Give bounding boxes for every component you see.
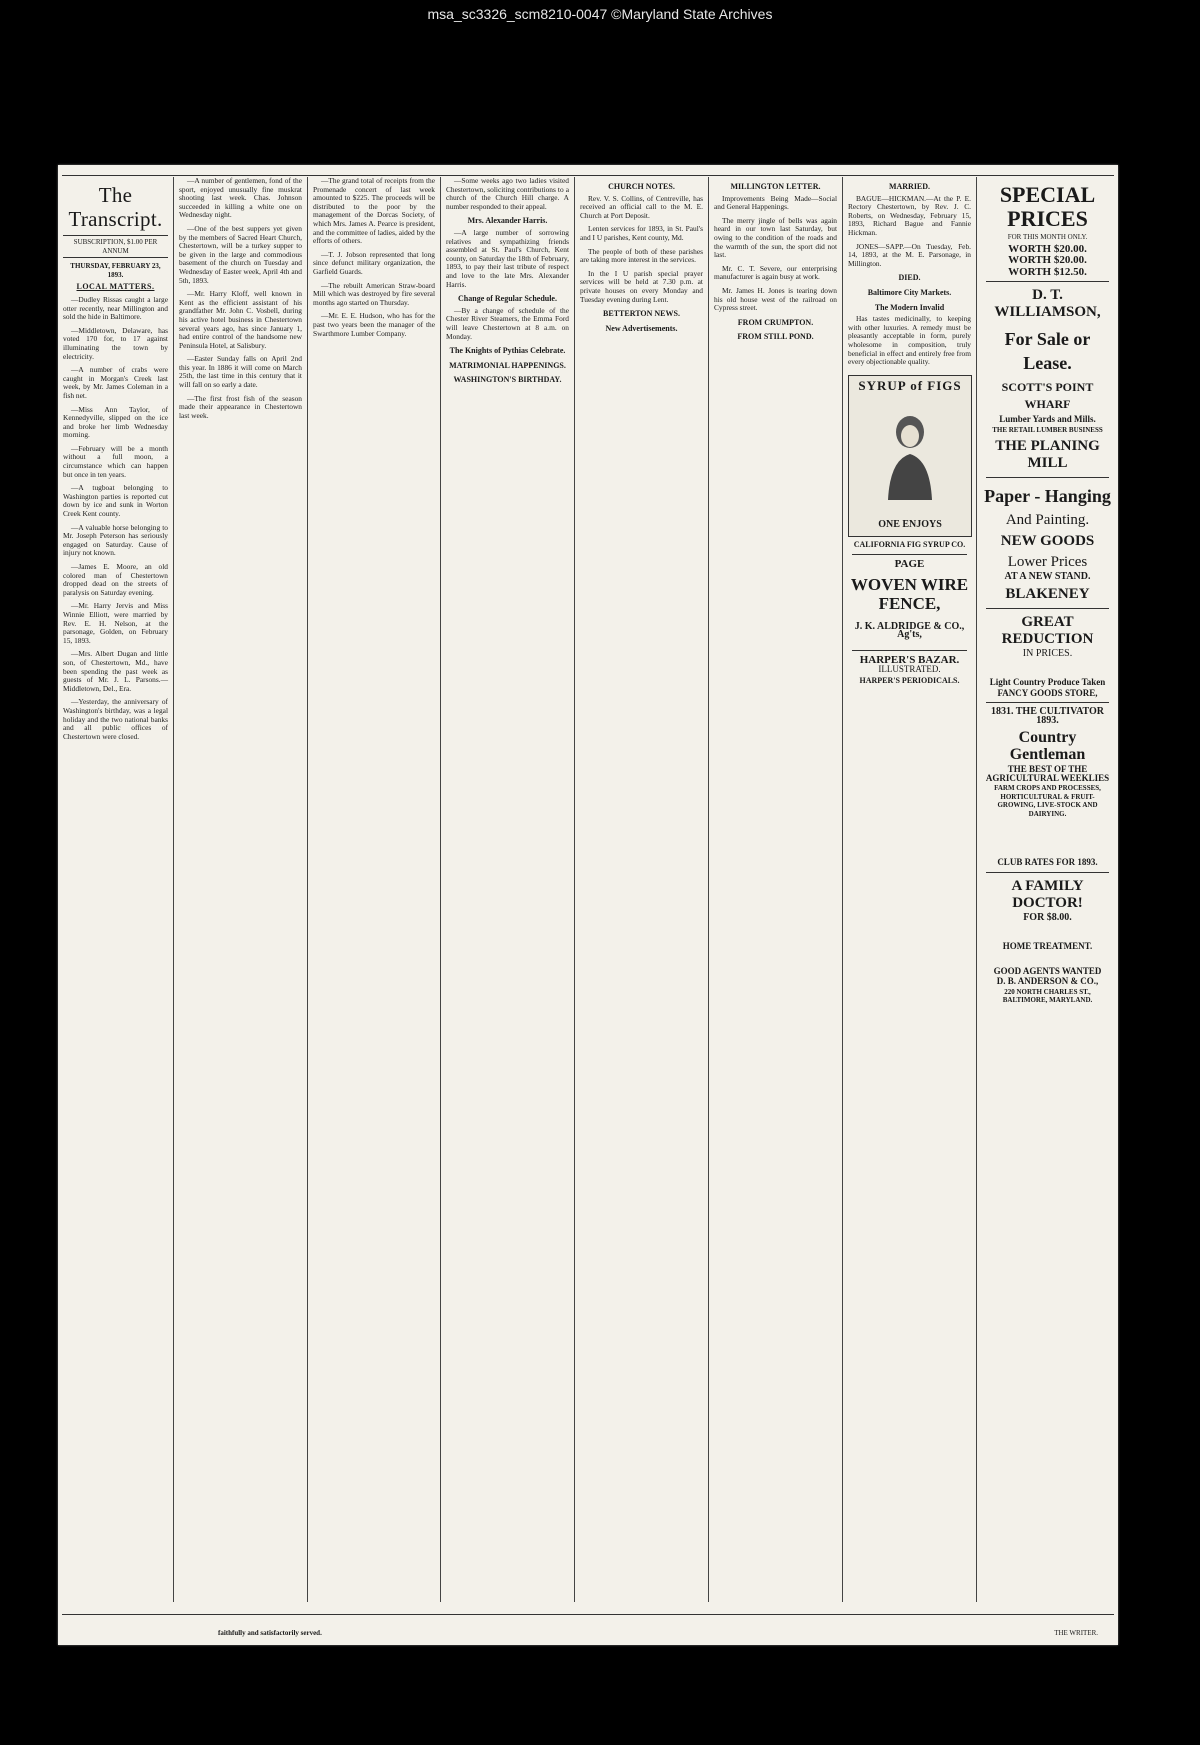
local-matters-list (63, 296, 168, 741)
farm-crops-line: FARM CROPS AND PROCESSES, HORTICULTURAL & FRUIT-GROWING, LIVE-STOCK AND DAIRYING. (994, 784, 1101, 818)
column-7-notices (848, 183, 971, 367)
club-rates-line: CLUB RATES FOR 1893. (997, 857, 1098, 868)
news-paragraph: —Mr. Harry Jervis and Miss Winnie Elliott, were married by Rev. E. H. Nelson, at the parsonage, Golden, on February 15, 1893. (63, 601, 168, 645)
news-paragraph: The merry jingle of bells was again heard in our town last Saturday, but owing to the condition of the roads and the warmth of the sun, the sport did not last. (714, 215, 837, 260)
column-5 (574, 177, 708, 1602)
masthead-title: The Transcript. (68, 183, 163, 231)
column-1 (58, 177, 173, 1602)
column-2 (173, 177, 307, 1602)
article-heading: The Knights of Pythias Celebrate. (449, 346, 566, 356)
worth-1: WORTH $20.00. (1008, 242, 1087, 255)
article-heading: MARRIED. (888, 182, 931, 191)
special-prices-heading: SPECIAL PRICES (999, 182, 1096, 231)
article-heading: WASHINGTON'S BIRTHDAY. (453, 375, 562, 385)
anderson-name: D. B. ANDERSON & CO., (996, 976, 1099, 987)
syrup-of-figs-ad (848, 375, 972, 537)
article-heading: BETTERTON NEWS. (603, 309, 680, 319)
news-paragraph: Lenten services for 1893, in St. Paul's and I U parishes, Kent county, Md. (580, 224, 703, 242)
news-paragraph: Rev. V. S. Collins, of Centreville, has received an official call to the M. E. Church at Port Deposit. (580, 193, 703, 220)
newspaper-page (58, 165, 1118, 1645)
news-paragraph: The people of both of these parishes are taking more interest in the services. (580, 246, 703, 265)
country-gentleman-heading: Country Gentleman (1009, 729, 1086, 764)
family-doctor-heading: A FAMILY DOCTOR! (1011, 877, 1084, 911)
blakeney-name: BLAKENEY (1005, 585, 1090, 602)
woman-portrait-icon (880, 410, 940, 500)
column-7 (842, 177, 976, 1602)
news-paragraph: BAGUE—HICKMAN.—At the P. E. Rectory Chestertown, by Rev. J. C. Roberts, on Wednesday, February 15, 1893, Richard Bague and Fannie Hickman. (848, 193, 971, 237)
column-6 (708, 177, 842, 1602)
news-paragraph: Mr. James H. Jones is tearing down his old house west of the railroad on Cypress street. (714, 285, 837, 313)
article-heading: DIED. (898, 273, 921, 283)
fence-ad-title: WOVEN WIRE FENCE, (850, 574, 969, 613)
news-paragraph: —Middletown, Delaware, has voted 170 for, to 17 against illuminating the town by electricity. (63, 325, 168, 361)
news-paragraph: —A number of crabs were caught in Morgan's Creek last week, by Mr. James Coleman in a fish net. (63, 365, 168, 400)
news-paragraph: —By a change of schedule of the Chester River Steamers, the Emma Ford will leave Chestertown at 8 a.m. on Monday. (446, 305, 569, 341)
cultivator-years: 1831. THE CULTIVATOR 1893. (990, 706, 1105, 726)
news-paragraph: —Mr. Harry Kloff, well known in Kent as the efficient assistant of his grandfather Mr. John C. Vosbell, during his active hotel business in Chestertown several years ago, has since January 1, had entire control of the handsome new Peninsula Hotel, at Salisbury. (179, 289, 302, 350)
news-paragraph: —Mrs. Albert Dugan and little son, of Chestertown, Md., have been spending the past week as guests of Mr. J. L. Parsons.—Middletown, Del., Era. (63, 649, 168, 693)
article-heading: The Modern Invalid (874, 302, 945, 312)
news-paragraph: —The grand total of receipts from the Promenade concert of last week amounted to $225. The proceeds will be distributed to the poor by the management of the Dorcas Society, of which Mrs. James A. Pearce is president, and the committee of ladies, aided by the efforts of others. (313, 177, 435, 246)
article-heading: New Advertisements. (605, 323, 678, 333)
column-5-text (580, 183, 703, 333)
weeklies-line: THE BEST OF THE AGRICULTURAL WEEKLIES (985, 764, 1110, 783)
paper-hanging-heading: Paper - Hanging (984, 486, 1111, 507)
new-goods-line: NEW GOODS (1000, 533, 1095, 550)
wharf-heading: SCOTT'S POINT WHARF (1001, 380, 1094, 412)
article-heading: FROM CRUMPTON. (737, 317, 814, 327)
article-heading: MILLINGTON LETTER. (730, 182, 821, 191)
column-3 (307, 177, 440, 1602)
news-paragraph: —T. J. Jobson represented that long since defunct military organization, the Garfield Guards. (313, 249, 435, 276)
harpers-sub: ILLUSTRATED. (878, 663, 941, 674)
harpers-title: HARPER'S BAZAR. (859, 654, 960, 667)
news-paragraph: —James E. Moore, an old colored man of Chestertown dropped dead on the streets of paralysis on Saturday evening. (63, 562, 168, 597)
news-paragraph: JONES—SAPP.—On Tuesday, Feb. 14, 1893, at the M. E. Parsonage, in Millington. (848, 241, 971, 268)
great-reduction-heading: GREAT REDUCTION (1001, 613, 1094, 647)
bottom-rule (62, 1614, 1114, 1615)
agents-wanted-line: GOOD AGENTS WANTED (993, 965, 1102, 976)
column-8-ads (976, 177, 1118, 1602)
lower-prices-line: Lower Prices (1007, 554, 1088, 571)
news-paragraph: —A large number of sorrowing relatives and sympathizing friends assembled at St. Paul's Church, Kent county, on Saturday the 18th of February, 1893, to pay their last tribute of respect and love to the late Mrs. Alexander Harris. (446, 227, 569, 289)
news-paragraph: —Mr. E. E. Hudson, who has for the past two years been the manager of the Swarthmore Lumber Company. (313, 311, 435, 338)
archive-caption: msa_sc3326_scm8210-0047 ©Maryland State Archives (427, 6, 773, 22)
news-paragraph: —The rebuilt American Straw-board Mill which was destroyed by fire several months ago started on Thursday. (313, 280, 435, 307)
special-prices-sub: FOR THIS MONTH ONLY. (1007, 233, 1088, 241)
column-3-text (313, 177, 435, 338)
news-paragraph: Has tastes medicinally, to keeping with other luxuries. A remedy must be pleasantly acceptable in form, purely wholesome in composition, truly beneficial in effect and entirely free from every objectionable quality. (848, 314, 971, 367)
fence-ad-dealer: J. K. ALDRIDGE & CO., Ag'ts, (854, 620, 965, 641)
new-stand-line: AT A NEW STAND. (1004, 571, 1091, 583)
article-heading: Mrs. Alexander Harris. (467, 216, 548, 226)
retail-line: THE RETAIL LUMBER BUSINESS (992, 425, 1103, 434)
column-2-text (179, 177, 302, 420)
home-treatment-line: HOME TREATMENT. (1002, 941, 1093, 952)
article-heading: CHURCH NOTES. (608, 182, 675, 191)
column-6-text (714, 183, 837, 342)
news-paragraph: Improvements Being Made—Social and General Happenings. (714, 193, 837, 212)
news-paragraph: —Yesterday, the anniversary of Washington's birthday, was a legal holiday and the two national banks and all public offices of Chestertown were closed. (63, 697, 168, 741)
news-paragraph: —A number of gentlemen, fond of the sport, enjoyed unusually fine muskrat shooting last week. Chas. Johnson succeeded in killing a white one on Wednesday night. (179, 177, 302, 220)
for-sale-heading: For Sale or Lease. (1004, 329, 1091, 374)
article-heading: Change of Regular Schedule. (458, 294, 557, 304)
column-4-text (446, 177, 569, 385)
news-paragraph: —Dudley Rissas caught a large otter recently, near Millington and sold the hide in Baltimore. (63, 294, 168, 322)
footer-left-text: faithfully and satisfactorily served. (218, 1629, 322, 1637)
article-heading: FROM STILL POND. (737, 332, 814, 342)
syrup-ad-title: SYRUP of FIGS (858, 377, 962, 393)
worth-2: WORTH $20.00. (1008, 254, 1087, 267)
williamson-name: D. T. WILLIAMSON, (994, 287, 1101, 321)
news-paragraph: In the I U parish special prayer services will be held at 7.30 p.m. at private houses on every Monday and Tuesday evening during Lent. (580, 268, 703, 304)
fence-ad-brand: PAGE (894, 558, 925, 571)
in-prices-line: IN PRICES. (1022, 647, 1073, 659)
news-paragraph: —One of the best suppers yet given by the members of Sacred Heart Church, Chestertown, will be a turkey supper to be given in the large and commodious basement of the church on Tuesday and Wednesday of Easter week, April 4th and 5th, 1893. (179, 223, 302, 285)
news-paragraph: —Miss Ann Taylor, of Kennedyville, slipped on the ice and broke her limb Wednesday morning. (63, 404, 168, 440)
issue-date: THURSDAY, FEBRUARY 23, 1893. (70, 262, 161, 279)
fancy-goods-line: FANCY GOODS STORE, (997, 687, 1098, 698)
news-paragraph: Mr. C. T. Severe, our enterprising manufacturer is again busy at work. (714, 263, 837, 282)
news-paragraph: —Some weeks ago two ladies visited Chestertown, soliciting contributions to a church of the Church Hill charge. A number responded to their appeal. (446, 177, 569, 211)
harpers-periodicals: HARPER'S PERIODICALS. (859, 676, 960, 686)
article-heading: MATRIMONIAL HAPPENINGS. (449, 360, 566, 370)
news-paragraph: —A tugboat belonging to Washington parties is reported cut down by ice and sunk in Worton Creek Kent county. (63, 483, 168, 519)
produce-line: Light Country Produce Taken (989, 677, 1106, 688)
lumber-line: Lumber Yards and Mills. (999, 414, 1096, 425)
subscription-line: SUBSCRIPTION, $1.00 PER ANNUM (63, 235, 168, 258)
painting-line: And Painting. (1005, 512, 1090, 529)
for-8-line: FOR $8.00. (1023, 911, 1072, 923)
syrup-ad-tagline: ONE ENJOYS (878, 519, 942, 531)
syrup-ad-company: CALIFORNIA FIG SYRUP CO. (853, 539, 966, 549)
news-paragraph: —A valuable horse belonging to Mr. Joseph Peterson has seriously engaged on Saturday. Cause of injury not known. (63, 522, 168, 558)
worth-3: WORTH $12.50. (1008, 265, 1087, 278)
footer-right-text: THE WRITER. (1054, 1629, 1098, 1637)
news-paragraph: —The first frost fish of the season made their appearance in Chestertown last week. (179, 393, 302, 420)
news-paragraph: —February will be a month without a full moon, a circumstance which can happen but once in ten years. (63, 443, 168, 479)
section-heading: LOCAL MATTERS. (76, 282, 155, 292)
column-4 (440, 177, 574, 1602)
anderson-address: 220 NORTH CHARLES ST., BALTIMORE, MARYLAND. (1002, 987, 1093, 1005)
article-heading: Baltimore City Markets. (867, 287, 952, 297)
planing-mill-heading: THE PLANING MILL (995, 438, 1100, 472)
top-rule (62, 175, 1114, 176)
news-paragraph: —Easter Sunday falls on April 2nd this year. In 1886 it will come on March 25th, the last time in this century that it will fall on so early a date. (179, 354, 302, 390)
